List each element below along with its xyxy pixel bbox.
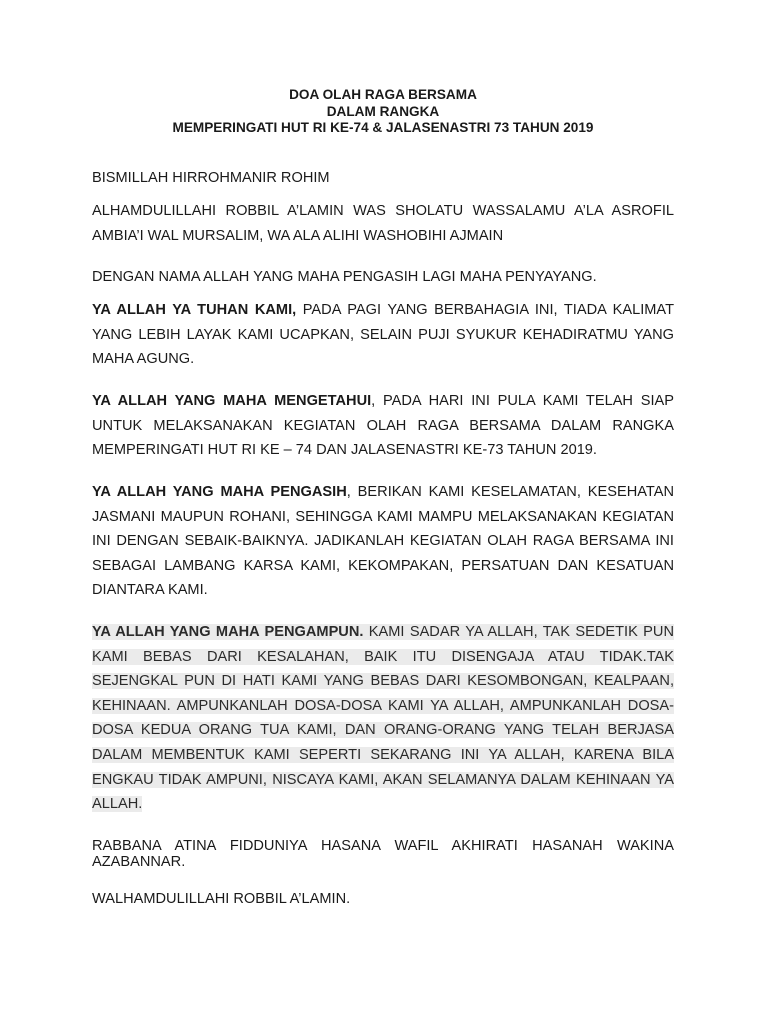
paragraph-body: , BERIKAN KAMI KESELAMATAN, KESEHATAN JASMANI MAUPUN ROHANI, SEHINGGA KAMI MAMPU MELAKSANAKAN KEGIATAN INI DENGAN SEBAIK-BAIKNYA. JADIKANLAH KEGIATAN OLAH RAGA BERSAMA INI SEBAGAI LAMBANG KARSA KAMI, KEKOMPAKAN, PERSATUAN DAN KESATUAN DIANTARA KAMI. bbox=[92, 484, 674, 599]
paragraph-bismillah: BISMILLAH HIRROHMANIR ROHIM bbox=[92, 170, 330, 186]
paragraph-lead-bold: YA ALLAH YANG MAHA MENGETAHUI bbox=[92, 393, 372, 409]
paragraph-lead-bold: YA ALLAH YANG MAHA PENGASIH bbox=[92, 484, 347, 500]
paragraph-lead-bold: YA ALLAH YA TUHAN KAMI, bbox=[92, 302, 297, 318]
paragraph-body: , PADA HARI INI PULA KAMI TELAH SIAP UNTUK MELAKSANAKAN KEGIATAN OLAH RAGA BERSAMA DALAM RANGKA MEMPERINGATI HUT RI KE – 74 DAN JALASENASTRI KE-73 TAHUN 2019. bbox=[92, 393, 674, 459]
title-line-2: DALAM RANGKA bbox=[326, 103, 440, 119]
paragraph-alhamdulillah: ALHAMDULILLAHI ROBBIL A’LAMIN WAS SHOLATU WASSALAMU A’LA ASROFIL AMBIA’I WAL MURSALIM, WA ALA ALIHI WASHOBIHI AJMAIN bbox=[92, 203, 674, 244]
paragraph-walhamdulillahi: WALHAMDULILLAHI ROBBIL A’LAMIN. bbox=[92, 891, 351, 907]
paragraph-body: PADA PAGI YANG BERBAHAGIA INI, TIADA KALIMAT YANG LEBIH LAYAK KAMI UCAPKAN, SELAIN PUJI SYUKUR KEHADIRATMU YANG MAHA AGUNG. bbox=[92, 302, 674, 368]
title-line-1: DOA OLAH RAGA BERSAMA bbox=[289, 87, 477, 102]
paragraph-maha-pengasih bbox=[92, 480, 674, 603]
paragraph-dengan-nama-allah: DENGAN NAMA ALLAH YANG MAHA PENGASIH LAGI MAHA PENYAYANG. bbox=[92, 269, 597, 285]
highlighted-text bbox=[92, 624, 674, 812]
paragraph-body: KAMI SADAR YA ALLAH, TAK SEDETIK PUN KAMI BEBAS DARI KESALAHAN, BAIK ITU DISENGAJA ATAU TIDAK.TAK SEJENGKAL PUN DI HATI KAMI YANG BEBAS DARI KESOMBONGAN, KEALPAAN, KEHINAAN. AMPUNKANLAH DOSA-DOSA KAMI YA ALLAH, AMPUNKANLAH DOSA-DOSA KEDUA ORANG TUA KAMI, DAN ORANG-ORANG YANG TELAH BERJASA DALAM MEMBENTUK KAMI SEPERTI SEKARANG INI YA ALLAH, KARENA BILA ENGKAU TIDAK AMPUNI, NISCAYA KAMI, AKAN SELAMANYA DALAM KEHINAAN YA ALLAH. bbox=[92, 624, 674, 813]
document-title bbox=[92, 87, 674, 137]
title-line-3: MEMPERINGATI HUT RI KE-74 & JALASENASTRI 73 TAHUN 2019 bbox=[172, 120, 594, 135]
paragraph-maha-pengampun bbox=[92, 620, 674, 817]
paragraph-lead-bold: YA ALLAH YANG MAHA PENGAMPUN. bbox=[92, 624, 364, 640]
paragraph-rabbana: RABBANA ATINA FIDDUNIYA HASANA WAFIL AKHIRATI HASANAH WAKINA AZABANNAR. bbox=[92, 838, 674, 870]
paragraph-ya-tuhan-kami bbox=[92, 298, 674, 372]
paragraph-maha-mengetahui bbox=[92, 389, 674, 463]
